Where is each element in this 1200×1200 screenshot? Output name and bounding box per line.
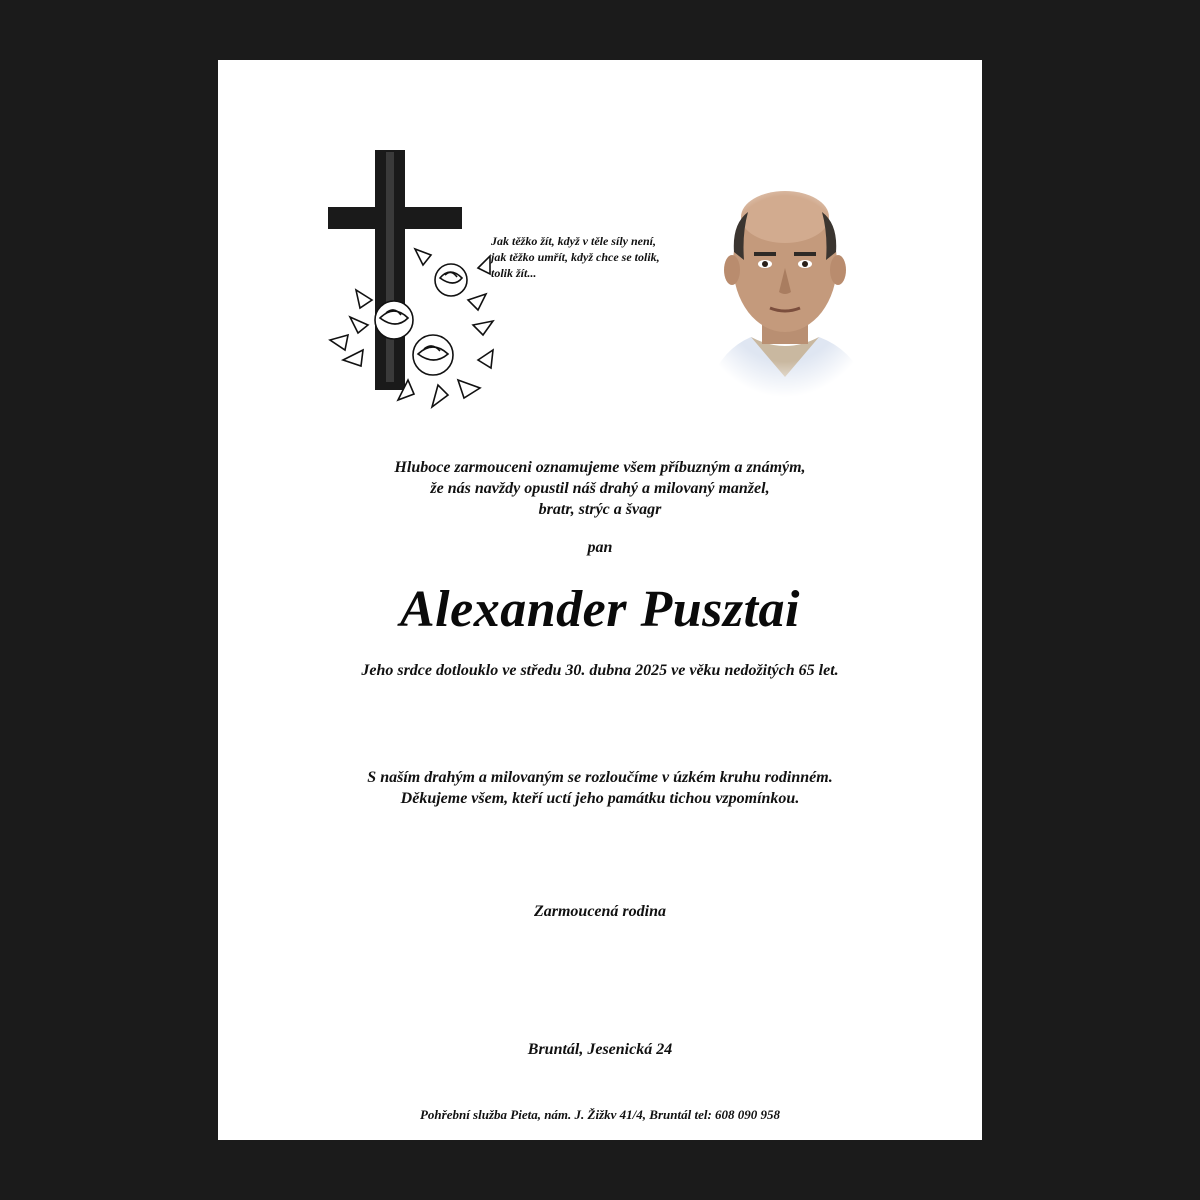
memorial-verse <box>491 233 660 281</box>
honorific: pan <box>587 539 613 556</box>
announcement-line: Hluboce zarmouceni oznamujeme všem příbuzným a známým, <box>394 459 806 476</box>
deceased-name: Alexander Pusztai <box>400 581 800 638</box>
obituary-sheet <box>218 60 982 1140</box>
verse-line: tolik žít... <box>491 266 537 280</box>
farewell-line: Děkujeme všem, kteří uctí jeho památku tichou vzpomínkou. <box>400 790 800 807</box>
death-notice: Jeho srdce dotlouklo ve středu 30. dubna 2025 ve věku nedožitých 65 let. <box>361 662 839 679</box>
family-signature: Zarmoucená rodina <box>533 903 666 920</box>
portrait-photo <box>696 182 874 397</box>
announcement-line: bratr, strýc a švagr <box>538 501 662 518</box>
announcement-text <box>218 457 982 520</box>
cross-with-roses-icon <box>328 150 498 415</box>
farewell-line: S naším drahým a milovaným se rozloučíme v úzkém kruhu rodinném. <box>367 769 833 786</box>
funeral-service-footer: Pohřební služba Pieta, nám. J. Žižkv 41/4, Bruntál tel: 608 090 958 <box>419 1107 781 1122</box>
farewell-text <box>218 767 982 809</box>
verse-line: Jak těžko žít, když v těle síly není, <box>491 234 656 248</box>
verse-line: jak těžko umřít, když chce se tolik, <box>491 250 660 264</box>
announcement-line: že nás navždy opustil náš drahý a milovaný manžel, <box>430 480 770 497</box>
family-address: Bruntál, Jesenická 24 <box>527 1041 673 1058</box>
